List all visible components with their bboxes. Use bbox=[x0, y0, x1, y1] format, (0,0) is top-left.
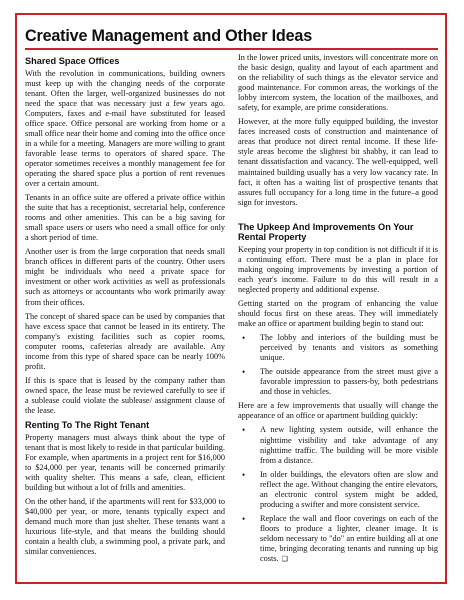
bullet-icon: • bbox=[242, 333, 246, 344]
page-title: Creative Management and Other Ideas bbox=[25, 27, 313, 45]
bullet-list-focus-areas bbox=[238, 333, 438, 397]
bullet-list-improvements bbox=[238, 425, 438, 564]
paragraph: If this is space that is leased by the company rather than owned space, the lease must be reviewed carefully to see if a sublease could violate the sublease/ assignment clause of the lease. bbox=[25, 375, 225, 415]
list-item bbox=[238, 425, 438, 465]
bullet-icon: • bbox=[242, 469, 246, 480]
list-item-text: In older buildings, the elevators often are slow and reflect the age. Without changing the entire elevators, an electronic control system might be added, producing a swifter and more consistent service. bbox=[260, 469, 438, 509]
bullet-icon: • bbox=[242, 367, 246, 378]
paragraph: However, at the more fully equipped building, the investor faces increased costs of construction and maintenance of areas that produce not direct rental income. If these life-style areas become the slightest bit shabby, it can lead to tenant dissatisfaction and vacancy. The well-equipped, well maintained building usually has a very low vacancy rate. In fact, it often has a waiting list of prospective tenants that assures full occupancy for a long time in the future–a good sign for investors. bbox=[238, 117, 438, 207]
heading-upkeep: The Upkeep And Improvements On Your Rental Property bbox=[238, 221, 414, 243]
paragraph: Another user is from the large corporation that needs small branch offices in different parts of the country. Other users might be individuals who need a private space for investment or other work activities as well as professionals such as attorneys or accountants who work primarily away from their offices. bbox=[25, 247, 225, 307]
end-mark-icon: ❑ bbox=[281, 555, 288, 564]
bullet-icon: • bbox=[242, 513, 246, 524]
right-column bbox=[238, 53, 438, 568]
paragraph: Tenants in an office suite are offered a private office within the suite that has a receptionist, secretarial help, conference rooms and other amenities. This can be a big saving for small space users or users who need a small office for only a short period of time. bbox=[25, 193, 225, 243]
paragraph: Getting started on the program of enhancing the value should focus first on these areas. They will immediately make an office or apartment building begin to stand out: bbox=[238, 298, 438, 329]
paragraph: Keeping your property in top condition is not difficult if it is a continuing effort. There must be a plan in place for making ongoing improvements by investing a portion of each year's income. Failure to do this will result in a neglected property and additional expense. bbox=[238, 244, 438, 294]
list-item-text: The outside appearance from the street must give a favorable impression to passers-by, both pedestrians and those in vehicles. bbox=[260, 367, 438, 397]
left-column bbox=[25, 53, 225, 561]
paragraph: The concept of shared space can be used by companies that have excess space that cannot be leased in its entirety. The company's existing facilities such as copier rooms, computer rooms, cafeterias already are available. Any income from this type of shared space can be nearly 100% profit. bbox=[25, 311, 225, 371]
list-item-text: The lobby and interiors of the building must be perceived by tenants and visitors as something unique. bbox=[260, 333, 438, 363]
list-item-text: Replace the wall and floor coverings on each of the floors to produce a lighter, cleaner image. It is seldom necessary to "do" an entire building all at one time, bringing decorating tenants and running up big costs. bbox=[260, 513, 438, 564]
list-item bbox=[238, 333, 438, 363]
list-item bbox=[238, 470, 438, 510]
heading-renting: Renting To The Right Tenant bbox=[25, 420, 150, 431]
paragraph: Property managers must always think about the type of tenant that is most likely to reside in that particular building. For example, when apartments in a project rent for $16,000 to $24,000 per year, tenants will be concerned primarily with quality shelter. This means a safe, clean, efficient building but without a lot of frills and amenities. bbox=[25, 432, 225, 492]
list-item bbox=[238, 367, 438, 397]
paragraph: Here are a few improvements that usually will change the appearance of an office or apartment building quickly: bbox=[238, 401, 438, 421]
bullet-icon: • bbox=[242, 425, 246, 436]
paragraph: In the lower priced units, investors will concentrate more on the basic design, quality and layout of each apartment and on the reliability of such things as the elevator service and good maintenance. For common areas, the workings of the lobby intercom system, the location of the mailboxes, and safety, for example, are prime considerations. bbox=[238, 53, 438, 113]
paragraph: With the revolution in communications, building owners must keep up with the changing needs of the corporate tenant. Often the larger, well-organized businesses do not need the space that was necessary just a few years ago. Computers, faxes and e-mail have substituted for leased office space. Office personal are working from home or a small office near their home and coming into the office once in a while for a meeting. Managers are more willing to grant favorable lease terms to operators of shared space. The operator sometimes receives a monthly management fee for operating the shared space plus a portion of rent revenues over a certain amount. bbox=[25, 68, 225, 189]
title-rule bbox=[25, 48, 438, 50]
heading-shared-space: Shared Space Offices bbox=[25, 56, 120, 66]
list-item bbox=[238, 514, 438, 564]
paragraph: On the other hand, if the apartments will rent for $33,000 to $40,000 per year, or more, tenants typically expect and demand much more than just shelter. These tenants want a luxurious life-style, and that means the building should contain a health club, a swimming pool, a private park, and similar conveniences. bbox=[25, 496, 225, 557]
list-item-text: A new lighting system outside, will enhance the nighttime visibility and take advantage of any nighttime traffic. The building will be more visible from a distance. bbox=[260, 425, 438, 465]
